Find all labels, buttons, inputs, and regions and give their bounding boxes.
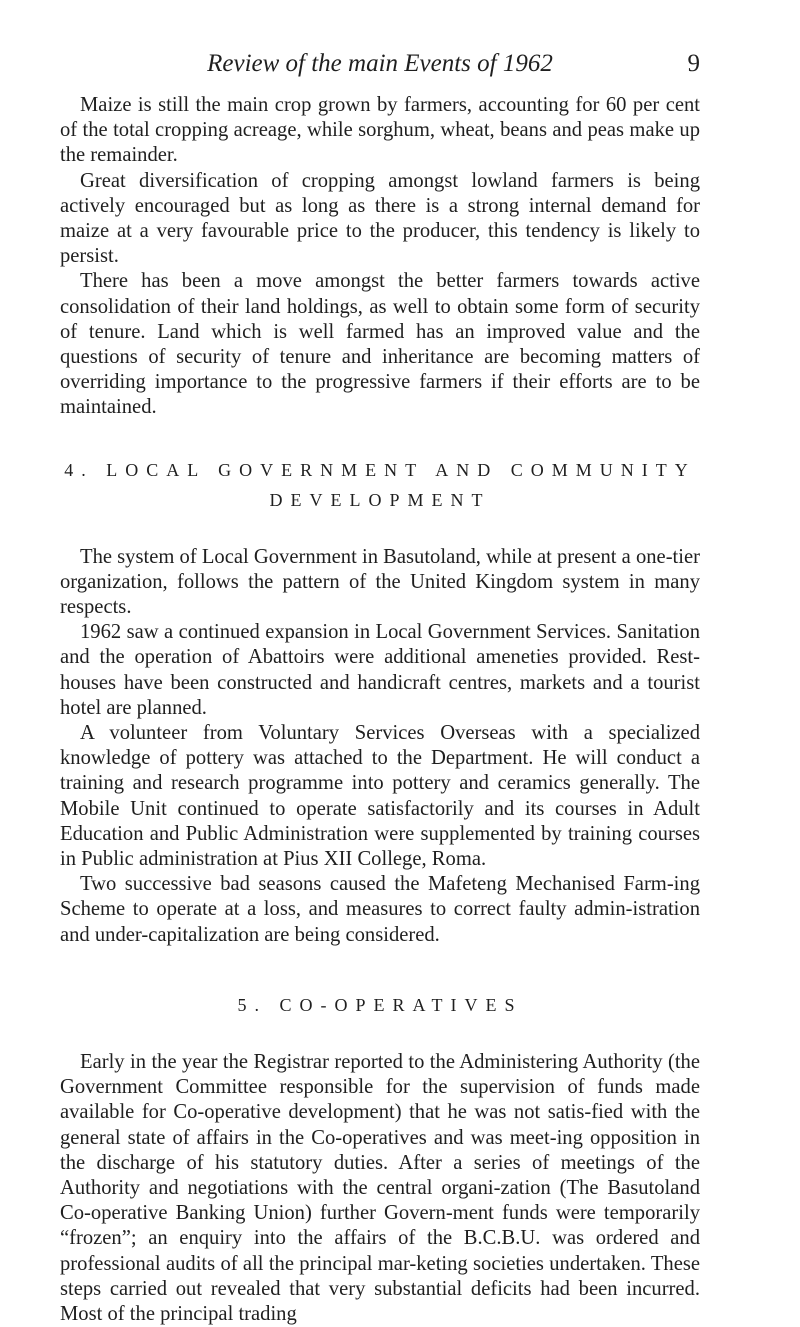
paragraph-local-government-system: The system of Local Government in Basutoland, while at present a one-tier organization, follows the pattern of the United Kingdom system in many respects. xyxy=(60,545,700,619)
paragraph-land-holdings: There has been a move amongst the better farmers towards active consolidation of their land holdings, as well to obtain some form of security of tenure. Land which is well farmed has an improved value and the questions of security of tenure and inheritance are becoming matters of overriding importance to the progressive farmers if their efforts are to be maintained. xyxy=(60,270,700,419)
page-header xyxy=(60,46,700,82)
section-5-heading: 5. CO-OPERATIVES xyxy=(237,994,523,1015)
paragraph-volunteer-pottery: A volunteer from Voluntary Services Overseas with a specialized knowledge of pottery was attached to the Department. He will conduct a training and research programme into pottery and ceramics generally. The Mobile Unit continued to operate satisfactorily and its courses in Adult Education and Public Administration were supplemented by training courses in Public administration at Pius XII College, Roma. xyxy=(60,722,700,871)
page-body xyxy=(60,93,700,1327)
section-4-heading xyxy=(60,455,700,515)
running-title: Review of the main Events of 1962 xyxy=(207,50,553,77)
section-4-heading-line-1: 4. LOCAL GOVERNMENT AND COMMUNITY xyxy=(64,459,696,480)
paragraph-maize: Maize is still the main crop grown by farmers, accounting for 60 per cent of the total cropping acreage, while sorghum, wheat, beans and peas make up the remainder. xyxy=(60,94,700,167)
paragraph-co-operatives: Early in the year the Registrar reported to the Administering Authority (the Government Committee responsible for the supervision of funds made available for Co-operative development) that he was not satis-fied with the general state of affairs in the Co-operatives and was meet-ing opposition in the discharge of his statutory duties. After a series of meetings of the Authority and negotiations with the central organi-zation (The Basutoland Co-operative Banking Union) further Govern-ment funds were temporarily “frozen”; an enquiry into the affairs of the B.C.B.U. was ordered and professional audits of all the principal mar-keting societies undertaken. These steps carried out revealed that very substantial deficits had been incurred. Most of the principal trading xyxy=(60,1050,700,1325)
page-number: 9 xyxy=(687,50,700,77)
section-4-heading-line-2: DEVELOPMENT xyxy=(269,489,491,510)
paragraph-diversification: Great diversification of cropping amongst lowland farmers is being actively encouraged but as long as there is a strong internal demand for maize at a very favourable price to the producer, this tendency is likely to persist. xyxy=(60,169,700,268)
paragraph-mafeteng-scheme: Two successive bad seasons caused the Mafeteng Mechanised Farm-ing Scheme to operate at a loss, and measures to correct faulty admin-istration and under-capitalization are being considered. xyxy=(60,873,700,946)
paragraph-local-government-expansion: 1962 saw a continued expansion in Local Government Services. Sanitation and the operation of Abattoirs were additional ameneties provided. Rest-houses have been constructed and handicraft centres, markets and a tourist hotel are planned. xyxy=(60,621,700,719)
